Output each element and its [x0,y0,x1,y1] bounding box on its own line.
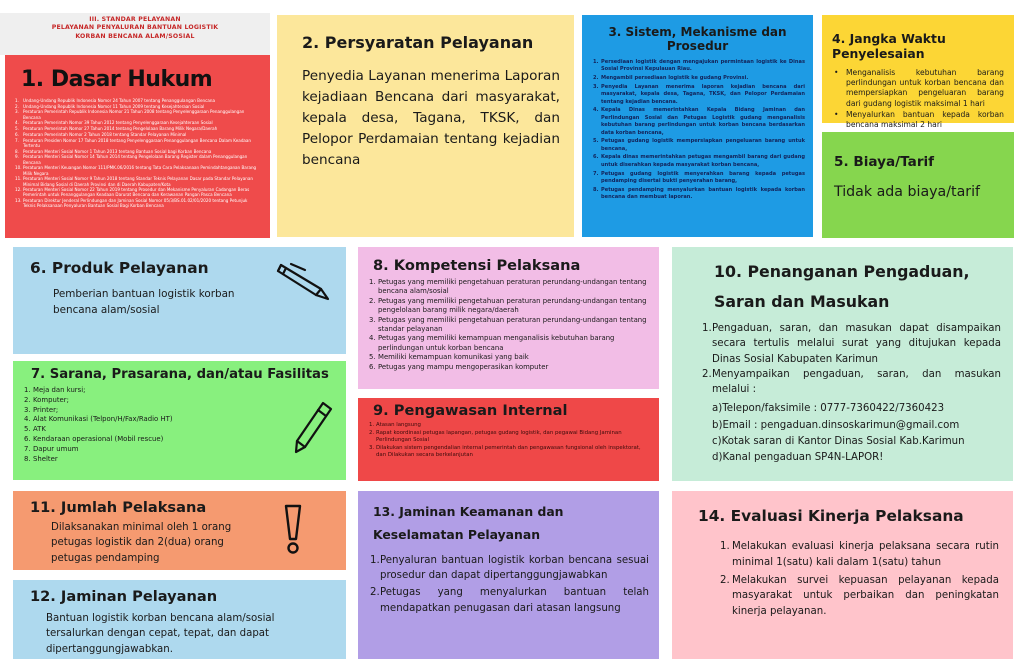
list-item-number: 6. [15,131,19,137]
list-item [832,110,1004,130]
list-item-number: 2. [702,368,712,380]
card-title: 11. Jumlah Pelaksana [30,499,207,516]
list-item [15,120,260,125]
list-item [23,415,336,425]
list-item-text: Kepala Dinas memerintahkan Kepala Bidang Jaminan dan Perlindungan Sosial dan Petugas Logistik gudang menganalisis kebutuhan barang perlindungan untuk korban bencana berdasarkan data korban bencana, [601,107,805,136]
card-kompetensi-pelaksana [358,247,659,389]
biaya-text: Tidak ada biaya/tarif [834,184,981,200]
evaluasi-list [684,539,999,620]
list-item-text: Printer; [33,405,59,414]
list-item-text: Atasan langsung [376,422,421,428]
list-item-number: 3. [24,405,31,414]
list-item [368,430,649,445]
list-item-number: 2. [720,574,730,586]
document-header [0,13,270,55]
sarana-list [23,386,336,464]
card-title: 12. Jaminan Pelayanan [30,588,218,605]
list-item [590,171,805,186]
list-item [590,138,805,153]
list-item-text: Dapur umum [33,444,79,453]
list-item-text: Menyalurkan bantuan kepada korban bencana maksimal 2 hari [846,109,1004,129]
list-item-number: 2. [15,103,19,109]
list-item-text: Penyedia Layanan menerima laporan kejadian bencana dari masyarakat, kepala desa, Tagana, TKSK, dan Pelopor Perdamaian tentang kejadian bencana. [601,83,805,105]
list-item [590,107,805,137]
list-item-number: 5. [369,353,376,362]
bullet: • [834,109,839,119]
card-title: 2. Persyaratan Pelayanan [302,33,534,52]
channel-sp4n-lapor: d)Kanal pengaduan SP4N-LAPOR! [712,452,884,464]
list-item [368,363,649,372]
list-item-number: 13. [15,198,22,204]
card-title: 8. Kompetensi Pelaksana [373,257,581,274]
card-dasar-hukum [5,55,270,238]
list-item-number: 8. [24,454,31,463]
list-item [590,154,805,169]
list-item-number: 3. [369,444,375,451]
list-item [23,445,336,455]
card-jumlah-pelaksana [13,491,346,570]
card-title: 10. Penanganan Pengaduan, Saran dan Masukan [714,262,970,311]
card-title: 13. Jaminan Keamanan dan Keselamatan Pelayanan [373,504,564,542]
list-item-text: Menyampaikan pengaduan, saran, dan masukan melalui : [712,368,1001,396]
pengaduan-channels [712,401,1001,466]
list-item [23,396,336,406]
list-item-text: Petugas yang memiliki pengetahuan peraturan perundang-undangan tentang standar pelayanan [378,315,647,333]
card-produk-pelayanan [13,247,346,354]
list-item-text: Petugas gudang logistik mempersiapkan pengeluaran barang untuk bencana, [601,138,805,152]
list-item-number: 10. [15,165,22,171]
list-item-text: Mengambil persediaan logistik ke gudang Provinsi. [601,75,749,82]
list-item-text: ATK [33,425,46,434]
list-item [15,138,260,148]
channel-telepon: a)Telepon/faksimile : 0777-7360422/7360423 [712,403,945,415]
list-item [15,126,260,131]
list-item [590,187,805,202]
list-item-text: Memiliki kemampuan komunikasi yang baik [378,353,529,362]
card-evaluasi-kinerja [672,491,1013,659]
card-title: 1. Dasar Hukum [21,67,213,92]
list-item [590,84,805,106]
list-item-text: Petugas yang menyalurkan bantuan telah mendapatkan penugasan dari atasan langsung [380,587,649,614]
list-item [368,353,649,362]
list-item-number: 4. [15,120,19,126]
card-jaminan-keamanan [358,491,659,659]
bullet: • [834,68,839,77]
list-item-text: Meja dan kursi; [33,386,86,394]
channel-kotak-saran: c)Kotak saran di Kantor Dinas Sosial Kab.Karimun [712,436,965,448]
list-item-number: 7. [593,170,599,177]
card-title: 4. Jangka Waktu Penyelesaian [832,31,946,61]
card-title: 3. Sistem, Mekanisme dan Prosedur [608,25,787,53]
list-item-number: 12. [15,187,22,193]
card-jangka-waktu [822,15,1014,129]
list-item [368,316,649,335]
list-item [15,132,260,137]
list-item [368,297,649,316]
list-item [23,386,336,396]
list-item-text: Shelter [33,454,58,463]
list-item [15,149,260,154]
list-item-text: Peraturan Menteri Sosial Nomor 14 Tahun 2014 tentang Pengelolaan Barang Register dalam Penanggulangan Bencana [23,154,248,165]
list-item [15,154,260,164]
list-item [720,573,999,620]
list-item-number: 6. [369,362,376,371]
list-item-text: Penyaluran bantuan logistik korban bencana sesuai prosedur dan dapat dipertanggungjawabkan [380,554,649,582]
list-item-text: Petugas yang memiliki kemampuan menganalisis kebutuhan barang perlindungan untuk korban bencana [378,334,615,352]
list-item [368,278,649,297]
card-sarana-prasarana [13,361,346,480]
jangka-waktu-list [832,68,1004,130]
pencil-icon [291,399,335,455]
list-item-text: Peraturan Menteri Keuangan Nomor 111/PMK.06/2016 tentang Tata Cara Pelaksanaan Pemindahtanganan Barang Milik Negara [23,165,257,176]
list-item-text: Melakukan evaluasi kinerja pelaksana secara rutin minimal 1(satu) kali dalam 1(satu) tahun [732,541,999,568]
list-item-number: 1. [593,59,599,65]
list-item [15,176,260,186]
card-sistem-mekanisme [582,15,813,237]
list-item-text: Peraturan Pemerintah Nomor 2 Tahun 2018 tentang Standar Pelayanan Minimal [23,131,187,137]
list-item [15,187,260,197]
list-item-text: Menganalisis kebutuhan barang perlindungan untuk korban bencana dan mempersiapkan pengeluaran barang dari gudang logistik maksimal 1 hari [846,68,1004,108]
card-pengawasan-internal [358,398,659,481]
list-item [720,539,999,571]
list-item-number: 1. [369,278,376,286]
list-item [832,68,1004,109]
list-item [23,435,336,445]
card-persyaratan [277,15,574,237]
list-item [15,98,260,103]
list-item [23,406,336,416]
list-item-number: 6. [24,434,31,443]
list-item-text: Peraturan Direktur Jenderal Perlindungan dan Jaminan Sosial Nomor 05/3/BS.01.02/01/2020 tentang Petunjuk Teknis Pelaksanaan Penyaluran Bantuan Sosial Bagi Korban Bencana [23,198,248,209]
list-item-text: Petugas pendamping menyalurkan bantuan logistik kepada korban bencana dan membuat laporan. [601,186,805,201]
list-item [368,585,649,616]
list-item [590,75,805,82]
list-item [368,553,649,584]
keamanan-list [368,553,649,616]
list-item-text: Kendaraan operasional (Mobil rescue) [33,434,164,443]
list-item-number: 1. [369,422,375,428]
list-item-number: 5. [15,126,19,132]
list-item-text: Persediaan logistik dengan mengajukan permintaan logistik ke Dinas Sosial Provinsi Kepulauan Riau. [601,59,805,73]
card-title: 7. Sarana, Prasarana, dan/atau Fasilitas [31,367,329,382]
list-item-number: 2. [593,75,599,82]
list-item-number: 5. [593,138,599,145]
list-item [23,455,336,465]
list-item-text: Pengaduan, saran, dan masukan dapat disampaikan secara tertulis melalui surat yang ditujukan kepada Dinas Sosial Kabupaten Karimun [712,323,1001,365]
list-item-number: 11. [15,176,22,182]
card-jaminan-pelayanan [13,580,346,659]
persyaratan-text: Penyedia Layanan menerima Laporan kejadiaan Bencana dari masyarakat, kepala desa, Tagana, TKSK, dan Pelopor Perdamaian tentang kejadian bencana [302,68,560,169]
list-item-number: 8. [593,186,599,193]
exclamation-icon [281,503,305,557]
list-item-text: Peraturan Pemerintah Republik Indonesia Nomor 21 Tahun 2008 tentang Penyelenggaraan Penanggulangan Bencana [23,109,245,120]
list-item [15,165,260,175]
jaminan-text: Bantuan logistik korban bencana alam/sosial tersalurkan dengan cepat, tepat, dan dapat dipertanggungjawabkan. [46,613,275,655]
list-item-number: 1. [24,386,31,394]
list-item-text: Undang-Undang Republik Indonesia Nomor 11 Tahun 2009 tentang Kesejahteraan Sosial [23,103,205,109]
list-item-number: 3. [15,109,19,115]
list-item-number: 2. [369,429,375,436]
list-item [23,425,336,435]
list-item [15,109,260,119]
card-title: 9. Pengawasan Internal [373,402,568,419]
list-item-text: Peraturan Pemerintah Nomor 27 Tahun 2014 tentang Pengelolaan Barang Milik Negara/Daerah [23,126,218,132]
list-item-number: 8. [15,148,19,154]
list-item-text: Rapat koordinasi petugas lapangan, petugas gudang logistik, dan pegawai Bidang Jaminan Perlindungan Sosial [376,429,622,444]
list-item-text: Peraturan Presiden Nomor 17 Tahun 2018 tentang Penyelenggaraan Penanggulangan Bencana Dalam Keadaan Tertentu [23,137,252,148]
list-item-text: Peraturan Menteri Sosial Nomor 1 Tahun 2013 tentang Bantuan Sosial bagi Korban Bencana [23,148,212,154]
list-item [15,104,260,109]
list-item-text: Peraturan Menteri Sosial Nomor 9 Tahun 2018 tentang Standar Teknis Pelayanan Dasar pada Standar Pelayanan Minimal Bidang Sosial di Daerah Provinsi dan di Daerah Kabupaten/Kota [23,176,253,187]
list-item-number: 1. [702,323,712,334]
list-item-number: 2. [369,296,376,305]
list-item [368,445,649,460]
list-item-number: 2. [370,587,380,599]
list-item-text: Kepala dinas memerintahkan petugas mengambil barang dari gudang untuk diserahkan kepada masyarakat korban bencana, [601,154,805,168]
list-item-text: Komputer; [33,395,69,404]
card-title: 14. Evaluasi Kinerja Pelaksana [698,507,964,525]
card-penanganan-pengaduan [672,247,1013,481]
header-line-3: KORBAN BENCANA ALAM/SOSIAL [75,32,195,40]
list-item-number: 4. [24,415,31,424]
list-item-number: 2. [24,395,31,404]
list-item [368,422,649,430]
jumlah-text: Dilaksanakan minimal oleh 1 orang petugas logistik dan 2(dua) orang petugas pendamping [51,522,232,564]
list-item-number: 3. [593,83,599,90]
list-item-text: Petugas yang memiliki pengetahuan peraturan perundang-undangan tentang pengelolaan barang milik negara/daerah [378,296,647,315]
list-item-number: 4. [369,334,376,343]
list-item-number: 1. [370,554,380,566]
header-line-1: III. STANDAR PELAYANAN [89,16,181,23]
dasar-hukum-list [15,98,260,209]
list-item-number: 1. [720,541,730,552]
list-item-number: 7. [15,137,19,143]
list-item-text: Undang-Undang Republik Indonesia Nomor 24 Tahun 2007 tentang Penanggulangan Bencana [23,98,215,103]
list-item-number: 7. [24,444,31,453]
list-item-number: 5. [24,425,31,434]
produk-text: Pemberian bantuan logistik korban bencana alam/sosial [53,288,235,316]
card-biaya-tarif [822,132,1014,238]
list-item [702,367,1001,398]
list-item-number: 3. [369,315,376,324]
card-title: 5. Biaya/Tarif [834,154,935,170]
list-item [15,198,260,208]
list-item-text: Alat Komunikasi (Telpon/H/Fax/Radio HT) [33,415,173,424]
header-line-2: PELAYANAN PENYALURAN BANTUAN LOGISTIK [51,24,219,32]
list-item [590,59,805,74]
list-item-text: Dilakukan sistem pengendalian internal pemerintah dan pengawasan fungsional oleh inspektorat, dan Dilakukan secara berkelanjutan [376,444,641,459]
list-item-number: 4. [593,107,599,114]
list-item-text: Petugas gudang logistik menyerahkan barang kepada petugas pendamping disertai bukti penyerahan barang, [601,170,805,184]
pengaduan-list [702,321,1001,397]
list-item-text: Petugas yang mampu mengoperasikan komputer [378,362,549,371]
list-item-number: 6. [593,154,599,161]
pen-icon [275,257,335,303]
list-item-text: Peraturan Menteri Sosial Nomor 22 Tahun 2019 tentang Prosedur dan Mekanisme Penyaluran Cadangan Beras Pemerintah untuk Penanggulangan Keadaan Darurat Bencana dan Kerawanan Pangan Pasca Bencana [23,187,250,198]
sistem-list [590,59,805,201]
list-item [702,321,1001,367]
list-item [368,334,649,353]
card-title: 6. Produk Pelayanan [30,259,209,277]
kompetensi-list [368,278,649,372]
pengawasan-list [368,422,649,460]
list-item-number: 9. [15,154,19,160]
list-item-text: Peraturan Pemerintah Nomor 39 Tahun 2012 tentang Penyelenggaraan Kesejahteraan Sosial [23,120,213,126]
list-item-text: Petugas yang memiliki pengetahuan peraturan perundang-undangan tentang bencana alam/sosial [378,278,647,296]
list-item-text: Melakukan survei kepuasan pelayanan kepada masyarakat untuk perbaikan dan peningkatan kinerja pelayanan. [732,574,999,618]
list-item-number: 1. [15,98,19,103]
channel-email: b)Email : pengaduan.dinsoskarimun@gmail.com [712,419,960,431]
